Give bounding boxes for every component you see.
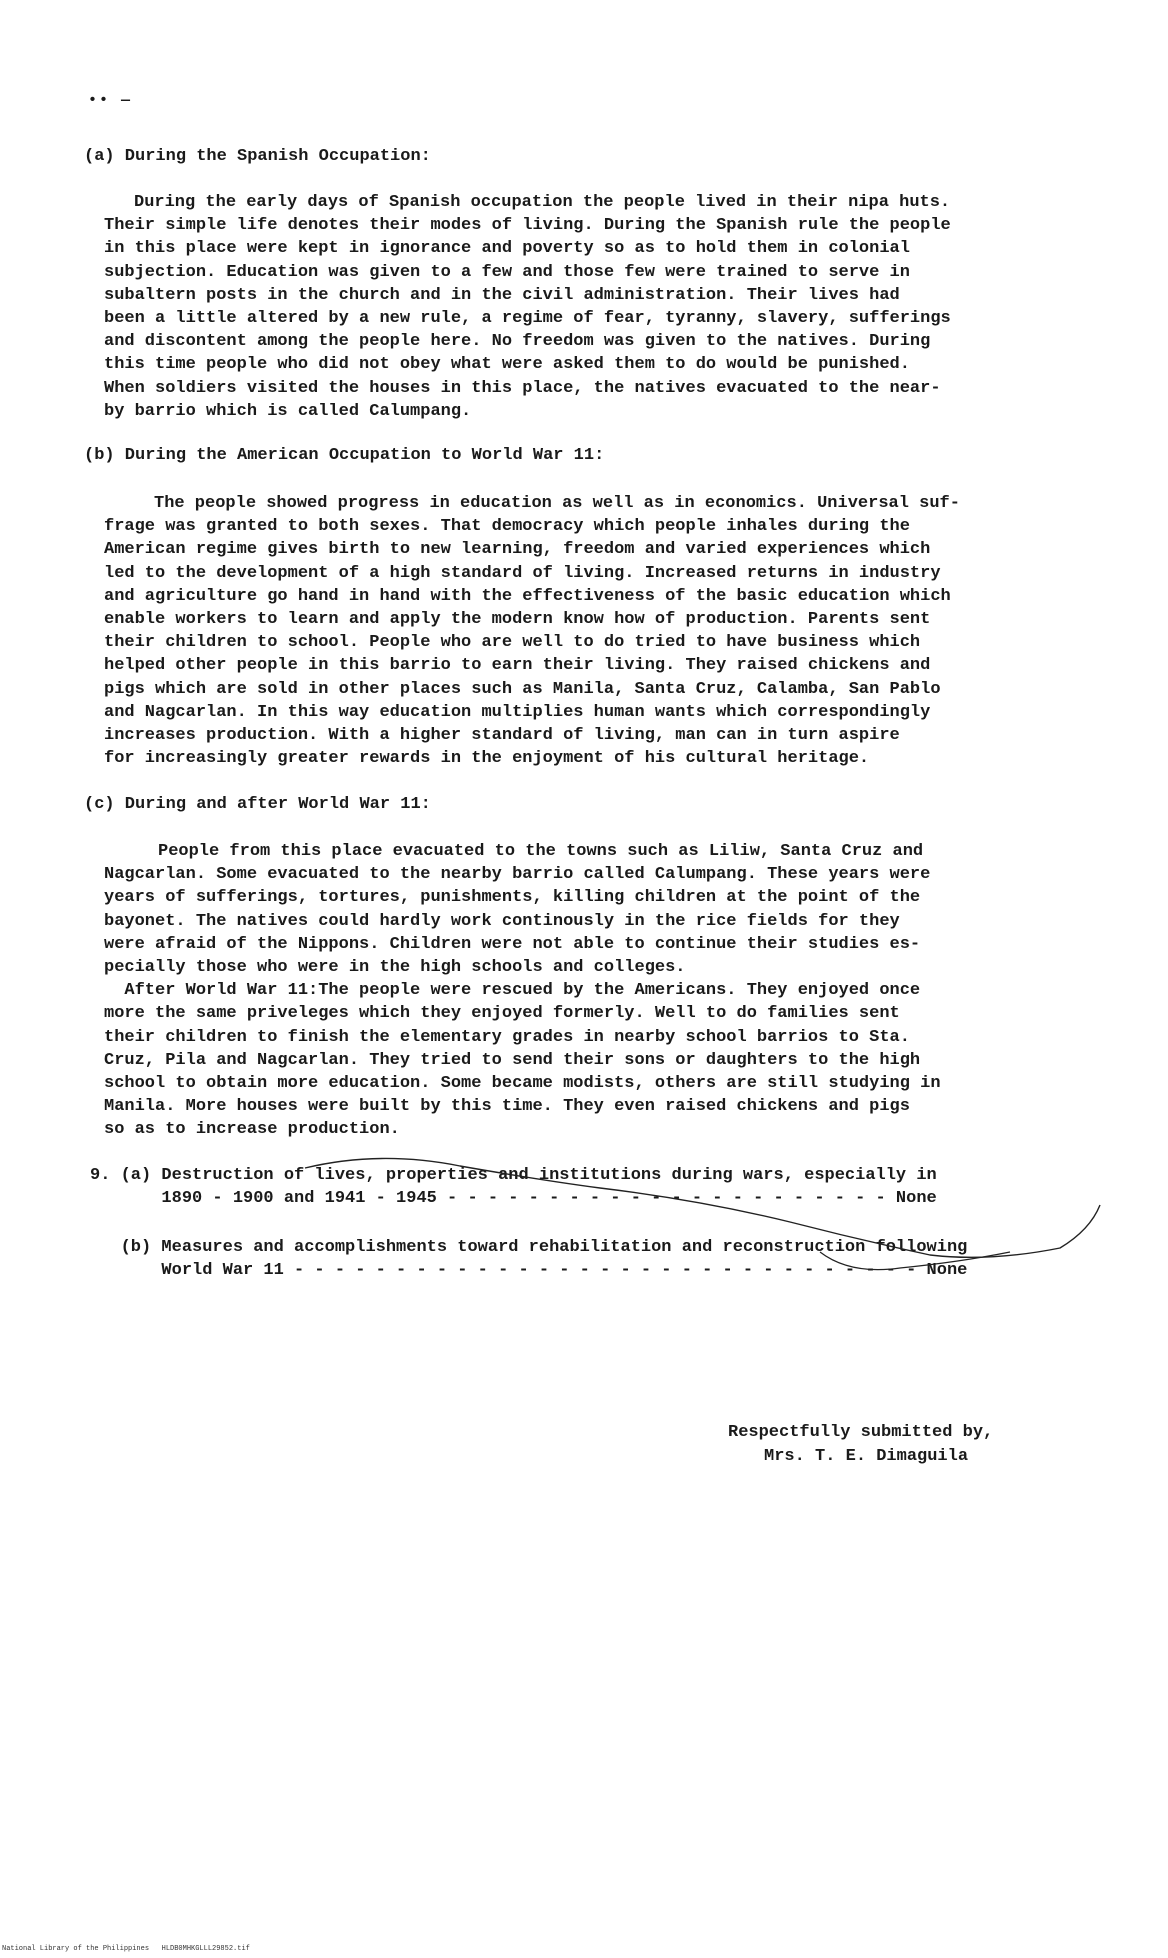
signature-block <box>728 1421 993 1469</box>
section-c-line: their children to finish the elementary grades in nearby school barrios to Sta. <box>104 1027 910 1047</box>
item-9-b-line: World War 11 - - - - - - - - - - - - - - - - - - - - - - - - - - - - - - - None <box>90 1261 968 1280</box>
section-b-line: increases production. With a higher standard of living, man can in turn aspire <box>104 726 900 746</box>
section-a-line: subjection. Education was given to a few and those few were trained to serve in <box>104 262 910 282</box>
archive-footer: National Library of the Philippines HLDB0MHKGLLL29852.tif <box>2 1945 250 1953</box>
signature-name: Mrs. T. E. Dimaguila <box>764 1447 969 1466</box>
section-c-line: school to obtain more education. Some became modists, others are still studying in <box>104 1074 941 1094</box>
section-b-body <box>104 492 1094 770</box>
section-c-line: years of sufferings, tortures, punishments, killing children at the point of the <box>104 888 921 908</box>
section-c-line: Nagcarlan. Some evacuated to the nearby barrio called Calumpang. These years were <box>104 865 931 885</box>
section-a-line: in this place were kept in ignorance and poverty so as to hold them in colonial <box>104 239 910 259</box>
section-b-line: pigs which are sold in other places such as Manila, Santa Cruz, Calamba, San Pablo <box>104 679 941 699</box>
section-c-body <box>104 840 1094 1142</box>
section-a-line: this time people who did not obey what were asked them to do would be punished. <box>104 355 910 375</box>
section-c-line: Cruz, Pila and Nagcarlan. They tried to send their sons or daughters to the high <box>104 1050 921 1070</box>
section-c-line: more the same priveleges which they enjoyed formerly. Well to do families sent <box>104 1004 900 1024</box>
section-a-line: subaltern posts in the church and in the civil administration. Their lives had <box>104 285 900 305</box>
section-b-line: led to the development of a high standard of living. Increased returns in industry <box>104 563 941 583</box>
section-c-line: pecially those who were in the high schools and colleges. <box>104 958 686 978</box>
section-b-line: and agriculture go hand in hand with the effectiveness of the basic education which <box>104 586 951 606</box>
item-9-a <box>90 1164 937 1210</box>
section-b-line: their children to school. People who are well to do tried to have business which <box>104 633 921 653</box>
item-9-a-line: 1890 - 1900 and 1941 - 1945 - - - - - - - - - - - - - - - - - - - - - - None <box>90 1189 937 1208</box>
section-b-line: The people showed progress in education as well as in economics. Universal suf- <box>154 494 960 513</box>
section-b-line: helped other people in this barrio to earn their living. They raised chickens and <box>104 656 931 676</box>
page-corner-mark: •• — <box>88 92 133 109</box>
section-b-line: American regime gives birth to new learning, freedom and varied experiences which <box>104 540 931 560</box>
section-c-line: were afraid of the Nippons. Children were not able to continue their studies es- <box>104 934 921 954</box>
section-b-line: for increasingly greater rewards in the enjoyment of his cultural heritage. <box>104 749 870 769</box>
section-c-line: bayonet. The natives could hardly work continously in the rice fields for they <box>104 911 900 931</box>
section-a-heading: (a) During the Spanish Occupation: <box>84 147 431 166</box>
section-b-line: and Nagcarlan. In this way education multiplies human wants which correspondingly <box>104 702 931 722</box>
section-a-line: and discontent among the people here. No freedom was given to the natives. During <box>104 332 931 352</box>
item-9-a-line: 9. (a) Destruction of lives, properties and institutions during wars, especially in <box>90 1166 937 1185</box>
item-9-b <box>90 1236 967 1282</box>
section-c-line: so as to increase production. <box>104 1120 400 1140</box>
item-9-b-line: (b) Measures and accomplishments toward rehabilitation and reconstruction following <box>90 1238 968 1257</box>
section-a-line: by barrio which is called Calumpang. <box>104 401 472 421</box>
section-a-line: Their simple life denotes their modes of living. During the Spanish rule the people <box>104 216 951 236</box>
section-a-line: been a little altered by a new rule, a regime of fear, tyranny, slavery, sufferings <box>104 309 951 329</box>
signature-closing: Respectfully submitted by, <box>728 1423 994 1442</box>
section-a-body <box>104 191 1094 423</box>
section-c-line: Manila. More houses were built by this time. They even raised chickens and pigs <box>104 1097 910 1117</box>
section-a-line: When soldiers visited the houses in this place, the natives evacuated to the near- <box>104 378 941 398</box>
section-c-line: People from this place evacuated to the towns such as Liliw, Santa Cruz and <box>158 842 924 861</box>
section-c-line: After World War 11:The people were rescued by the Americans. They enjoyed once <box>104 981 921 1001</box>
section-b-line: frage was granted to both sexes. That democracy which people inhales during the <box>104 517 910 537</box>
section-c-heading: (c) During and after World War 11: <box>84 795 431 814</box>
section-a-line: During the early days of Spanish occupation the people lived in their nipa huts. <box>134 193 951 212</box>
section-b-heading: (b) During the American Occupation to World War 11: <box>84 446 605 465</box>
section-b-line: enable workers to learn and apply the modern know how of production. Parents sent <box>104 610 931 630</box>
